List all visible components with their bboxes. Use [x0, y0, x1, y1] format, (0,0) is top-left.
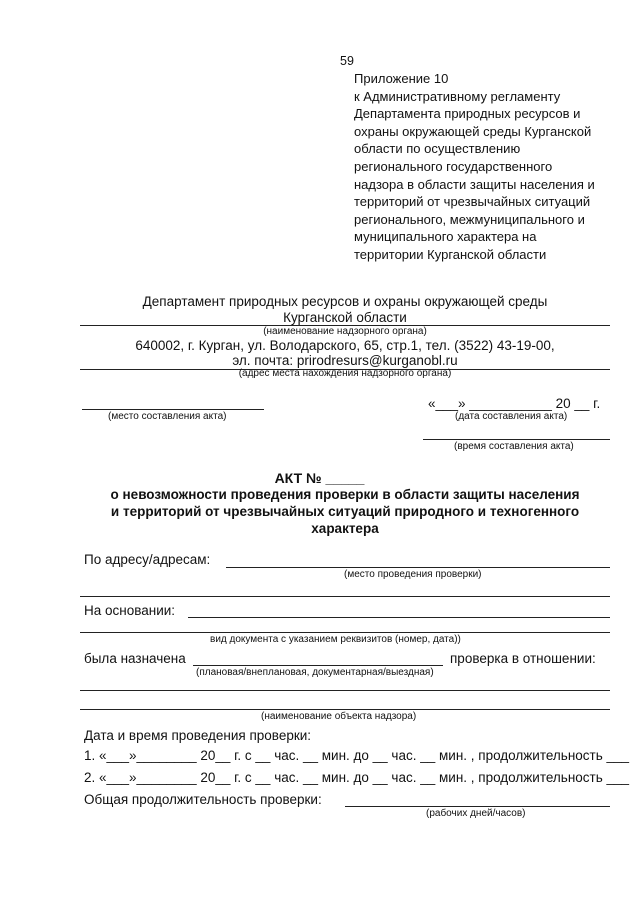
appendix-line: регионального, межмуниципального и	[354, 211, 585, 227]
date-line: «___» ___________ 20 __ г.	[428, 396, 601, 411]
address-caption: (адрес места нахождения надзорного органа)	[238, 368, 452, 379]
appendix-line: территорий от чрезвычайных ситуаций	[354, 194, 591, 210]
act-subtitle-line3: характера	[311, 521, 379, 536]
date-caption: (дата составления акта)	[455, 411, 568, 422]
authority-name-line2: Курганской области	[283, 310, 407, 325]
authority-caption: (наименование надзорного органа)	[263, 326, 427, 337]
appendix-block	[354, 70, 595, 264]
datetime-row-2: 2. «___»________ 20__ г. с __ час. __ мин. до __ час. __ мин. , продолжительность ___	[84, 770, 630, 785]
assigned-label: была назначена	[84, 651, 186, 666]
authority-name-line1: Департамент природных ресурсов и охраны окружающей среды	[142, 294, 548, 309]
object-field-line1[interactable]	[80, 690, 610, 691]
basis-field[interactable]	[188, 617, 610, 618]
address-field[interactable]	[226, 567, 610, 568]
appendix-line: Департамента природных ресурсов и	[354, 106, 581, 122]
inspection-type-field[interactable]	[193, 665, 443, 666]
appendix-line: области по осуществлению	[354, 141, 521, 157]
address-field-caption: (место проведения проверки)	[344, 569, 482, 580]
object-caption: (наименование объекта надзора)	[261, 711, 417, 722]
authority-address-line2: эл. почта: prirodresurs@kurganobl.ru	[232, 353, 458, 368]
appendix-line: к Административному регламенту	[354, 88, 561, 104]
address-field-extra[interactable]	[80, 596, 610, 597]
appendix-line: муниципального характера на	[354, 229, 537, 245]
authority-address-line1: 640002, г. Курган, ул. Володарского, 65, стр.1, тел. (3522) 43-19-00,	[135, 338, 555, 353]
appendix-line: охраны окружающей среды Курганской	[354, 123, 592, 139]
total-duration-caption: (рабочих дней/часов)	[426, 808, 526, 819]
act-title: АКТ № _____	[274, 470, 365, 486]
page-number: 59	[340, 54, 354, 68]
appendix-line: Приложение 10	[354, 71, 449, 86]
total-duration-field[interactable]	[345, 806, 610, 807]
datetime-label: Дата и время проведения проверки:	[84, 728, 312, 743]
basis-caption: вид документа с указанием реквизитов (номер, дата))	[210, 634, 461, 645]
assigned-caption: (плановая/внеплановая, документарная/выездная)	[196, 667, 434, 678]
appendix-line: надзора в области защиты населения и	[354, 176, 595, 192]
time-field[interactable]	[423, 439, 610, 440]
appendix-line: регионального государственного	[354, 158, 553, 174]
total-duration-label: Общая продолжительность проверки:	[84, 792, 322, 807]
object-field-line2[interactable]	[80, 709, 610, 710]
act-subtitle-line1: о невозможности проведения проверки в области защиты населения	[110, 487, 580, 502]
act-subtitle-line2: и территорий от чрезвычайных ситуаций природного и техногенного	[110, 504, 580, 519]
datetime-row-1: 1. «___»________ 20__ г. с __ час. __ мин. до __ час. __ мин. , продолжительность ___	[84, 748, 630, 763]
place-field[interactable]	[82, 409, 264, 410]
basis-field-extra[interactable]	[80, 632, 610, 633]
address-label: По адресу/адресам:	[84, 552, 211, 567]
place-caption: (место составления акта)	[108, 411, 227, 422]
inspection-label: проверка в отношении:	[450, 651, 596, 666]
appendix-line: территории Курганской области	[354, 246, 547, 262]
basis-label: На основании:	[84, 603, 176, 618]
time-caption: (время составления акта)	[454, 441, 574, 452]
